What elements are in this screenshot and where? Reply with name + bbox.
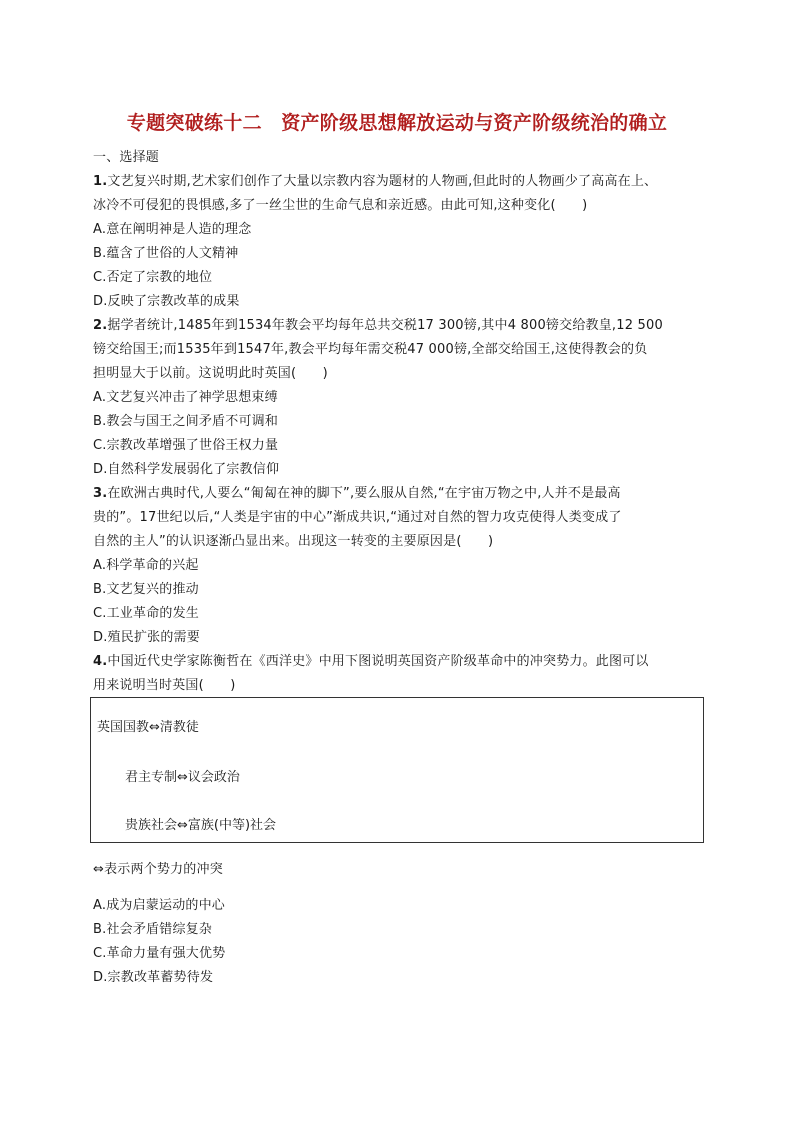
- question-1-stem-line-1: [93, 170, 657, 194]
- option-d: D.反映了宗教改革的成果: [93, 294, 240, 309]
- question-2-stem-line-1: [93, 314, 663, 338]
- question-2-stem-line-3: 担明显大于以前。这说明此时英国( ): [93, 366, 328, 381]
- option-a: A.意在阐明神是人造的理念: [93, 222, 252, 237]
- question-text: 在欧洲古典时代,人要么“匍匐在神的脚下”,要么服从自然,“在宇宙万物之中,人并不是最高: [107, 486, 621, 501]
- conflict-row-politics: 君主专制⇔议会政治: [125, 770, 240, 785]
- question-text: 据学者统计,1485年到1534年教会平均每年总共交税17 300镑,其中4 800镑交给教皇,12 500: [107, 318, 663, 333]
- option-c: C.宗教改革增强了世俗王权力量: [93, 438, 279, 453]
- option-a: A.文艺复兴冲击了神学思想束缚: [93, 390, 278, 405]
- question-1-stem-line-2: 冰冷不可侵犯的畏惧感,多了一丝尘世的生命气息和亲近感。由此可知,这种变化( ): [93, 198, 588, 213]
- question-number: 2.: [93, 318, 108, 333]
- option-b: B.社会矛盾错综复杂: [93, 922, 213, 937]
- option-d: D.殖民扩张的需要: [93, 630, 200, 645]
- option-a: A.成为启蒙运动的中心: [93, 898, 225, 913]
- question-2-stem-line-2: 镑交给国王;而1535年到1547年,教会平均每年需交税47 000镑,全部交给国王,这使得教会的负: [93, 342, 648, 357]
- question-3-stem-line-3: 自然的主人”的认识逐渐凸显出来。出现这一转变的主要原因是( ): [93, 534, 494, 549]
- option-c: C.否定了宗教的地位: [93, 270, 213, 285]
- option-b: B.教会与国王之间矛盾不可调和: [93, 414, 279, 429]
- conflict-row-society: 贵族社会⇔富族(中等)社会: [125, 818, 277, 833]
- question-text: 文艺复兴时期,艺术家们创作了大量以宗教内容为题材的人物画,但此时的人物画少了高高在上、: [107, 174, 658, 189]
- option-d: D.自然科学发展弱化了宗教信仰: [93, 462, 280, 477]
- conflict-diagram-box: [90, 697, 704, 843]
- question-3-stem-line-2: 贵的”。17世纪以后,“人类是宇宙的中心”渐成共识,“通过对自然的智力攻克使得人类变成了: [93, 510, 622, 525]
- option-b: B.蕴含了世俗的人文精神: [93, 246, 239, 261]
- question-4-stem-line-1: [93, 650, 649, 674]
- option-b: B.文艺复兴的推动: [93, 582, 199, 597]
- option-d: D.宗教改革蓄势待发: [93, 970, 214, 985]
- diagram-legend-note: ⇔表示两个势力的冲突: [93, 862, 223, 877]
- question-number: 3.: [93, 486, 108, 501]
- conflict-row-religion: 英国国教⇔清教徒: [97, 720, 199, 735]
- option-c: C.工业革命的发生: [93, 606, 200, 621]
- question-4-stem-line-2: 用来说明当时英国( ): [93, 678, 236, 693]
- page-title: 专题突破练十二 资产阶级思想解放运动与资产阶级统治的确立: [126, 112, 668, 134]
- section-heading: 一、选择题: [93, 150, 160, 165]
- question-3-stem-line-1: [93, 482, 621, 506]
- option-a: A.科学革命的兴起: [93, 558, 199, 573]
- option-c: C.革命力量有强大优势: [93, 946, 226, 961]
- question-text: 中国近代史学家陈衡哲在《西洋史》中用下图说明英国资产阶级革命中的冲突势力。此图可以: [107, 654, 649, 669]
- question-number: 1.: [93, 174, 108, 189]
- question-number: 4.: [93, 654, 108, 669]
